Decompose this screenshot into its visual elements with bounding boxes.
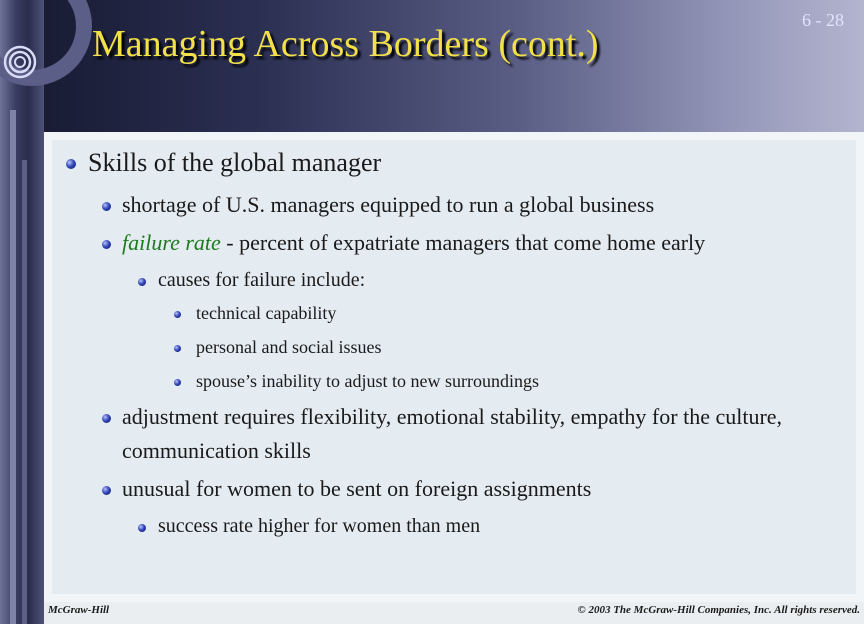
- bullet-dot-icon: [66, 159, 76, 169]
- bullet-text: success rate higher for women than men: [158, 515, 481, 537]
- left-stripe-secondary: [22, 160, 27, 624]
- bullet-text: adjustment requires flexibility, emotional stability, empathy for the culture, communication skills: [122, 404, 783, 463]
- bullet-success: [64, 510, 849, 542]
- bullet-text: - percent of expatriate managers that come home early: [220, 230, 706, 255]
- slide-number: 6 - 28: [802, 10, 844, 30]
- bullet-spouse: [64, 366, 849, 397]
- bullet-dot-icon: [102, 202, 111, 211]
- failure-rate-term: failure rate: [122, 230, 221, 255]
- bullet-dot-icon: [138, 524, 146, 532]
- bullet-skills: [64, 146, 849, 180]
- slide-title: Managing Across Borders (cont.): [92, 23, 599, 65]
- bullet-text: Skills of the global manager: [88, 148, 382, 177]
- bullet-text: shortage of U.S. managers equipped to run a global business: [122, 192, 655, 217]
- bullet-text: causes for failure include:: [158, 269, 366, 291]
- bullet-dot-icon: [174, 379, 181, 386]
- footer-copyright: © 2003 The McGraw-Hill Companies, Inc. All rights reserved.: [577, 604, 860, 616]
- bullet-dot-icon: [174, 345, 181, 352]
- bullet-text: unusual for women to be sent on foreign assignments: [122, 476, 592, 501]
- bullet-technical: [64, 298, 849, 329]
- bullet-list: [64, 146, 849, 544]
- ring-icon: [2, 44, 38, 80]
- header-band: [0, 0, 864, 132]
- bullet-adjustment: [64, 400, 849, 468]
- bullet-dot-icon: [138, 278, 146, 286]
- bullet-shortage: [64, 188, 849, 222]
- bullet-dot-icon: [102, 240, 111, 249]
- bullet-dot-icon: [102, 486, 111, 495]
- bullet-text: personal and social issues: [196, 337, 382, 357]
- left-stripe: [10, 110, 16, 624]
- bullet-personal: [64, 332, 849, 363]
- bullet-dot-icon: [174, 311, 181, 318]
- bullet-unusual: [64, 472, 849, 506]
- bullet-dot-icon: [102, 414, 111, 423]
- bullet-text: technical capability: [196, 303, 337, 323]
- bullet-causes: [64, 264, 849, 296]
- bullet-failure-rate: [64, 226, 849, 260]
- bullet-text: spouse’s inability to adjust to new surroundings: [196, 371, 539, 391]
- footer-publisher: McGraw-Hill: [48, 604, 110, 616]
